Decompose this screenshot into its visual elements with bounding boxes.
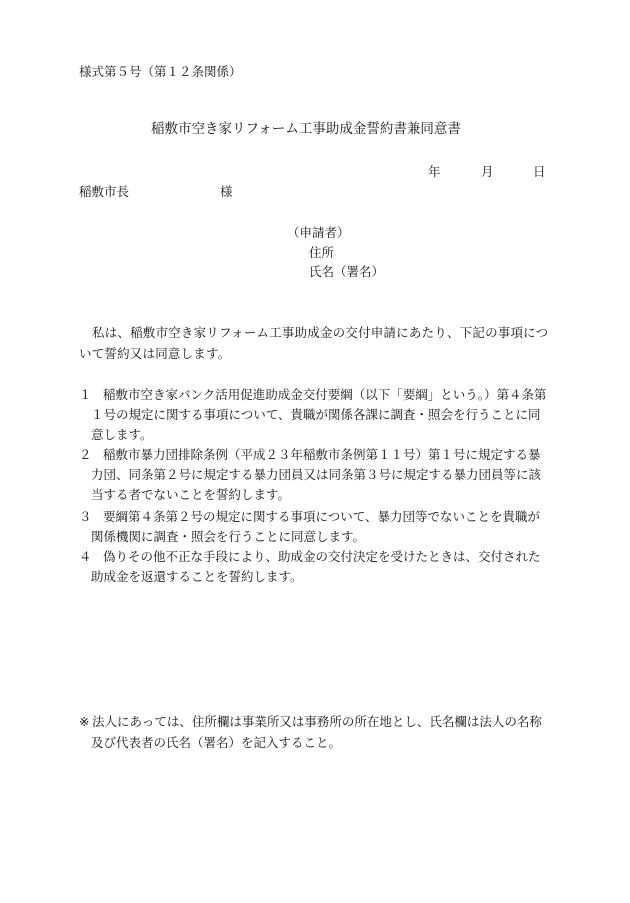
- note-text: 法人にあっては、住所欄は事業所又は事務所の所在地とし、氏名欄は法人の名称及び代表者の氏名（署名）を記入すること。: [91, 714, 542, 750]
- list-item: [79, 445, 549, 505]
- list-item: [79, 507, 549, 547]
- form-number: 様式第５号（第１２条関係）: [79, 64, 242, 79]
- note-mark: ※: [79, 714, 90, 729]
- list-item: [79, 547, 549, 587]
- item-text: 稲敷市空き家バンク活用促進助成金交付要綱（以下「要綱」という。）第４条第１号の規定に関する事項について、貴職が関係各課に調査・照会を行うことに同意します。: [91, 387, 547, 442]
- date-day: 日: [533, 164, 546, 179]
- intro-paragraph: 私は、稲敷市空き家リフォーム工事助成金の交付申請にあたり、下記の事項について誓約又は同意します。: [79, 325, 549, 361]
- item-number: ３: [79, 509, 92, 524]
- date-month: 月: [481, 164, 494, 179]
- name-signature-label: 氏名（署名）: [309, 264, 385, 279]
- item-text: 要綱第４条第２号の規定に関する事項について、暴力団等でないことを貴職が関係機関に調査・照会を行うことに同意します。: [91, 509, 541, 544]
- applicant-heading: （申請者）: [287, 225, 350, 240]
- item-text: 偽りその他不正な手段により、助成金の交付決定を受けたときは、交付された助成金を返還することを誓約します。: [91, 549, 541, 584]
- list-item: [79, 385, 549, 445]
- address-label: 住所: [309, 245, 335, 260]
- date-year: 年: [428, 164, 441, 179]
- item-text: 稲敷市暴力団排除条例（平成２３年稲敷市条例第１１号）第１号に規定する暴力団、同条第２号に規定する暴力団員又は同条第３号に規定する暴力団員等に該当する者でないことを誓約します。: [91, 447, 542, 502]
- item-number: ４: [79, 549, 92, 564]
- item-number: １: [79, 387, 92, 402]
- addressee-honorific: 様: [220, 184, 233, 199]
- addressee-name: 稲敷市長: [79, 184, 130, 199]
- document-title: 稲敷市空き家リフォーム工事助成金誓約書兼同意書: [151, 121, 461, 137]
- item-number: ２: [79, 447, 92, 462]
- footnote: [79, 711, 549, 753]
